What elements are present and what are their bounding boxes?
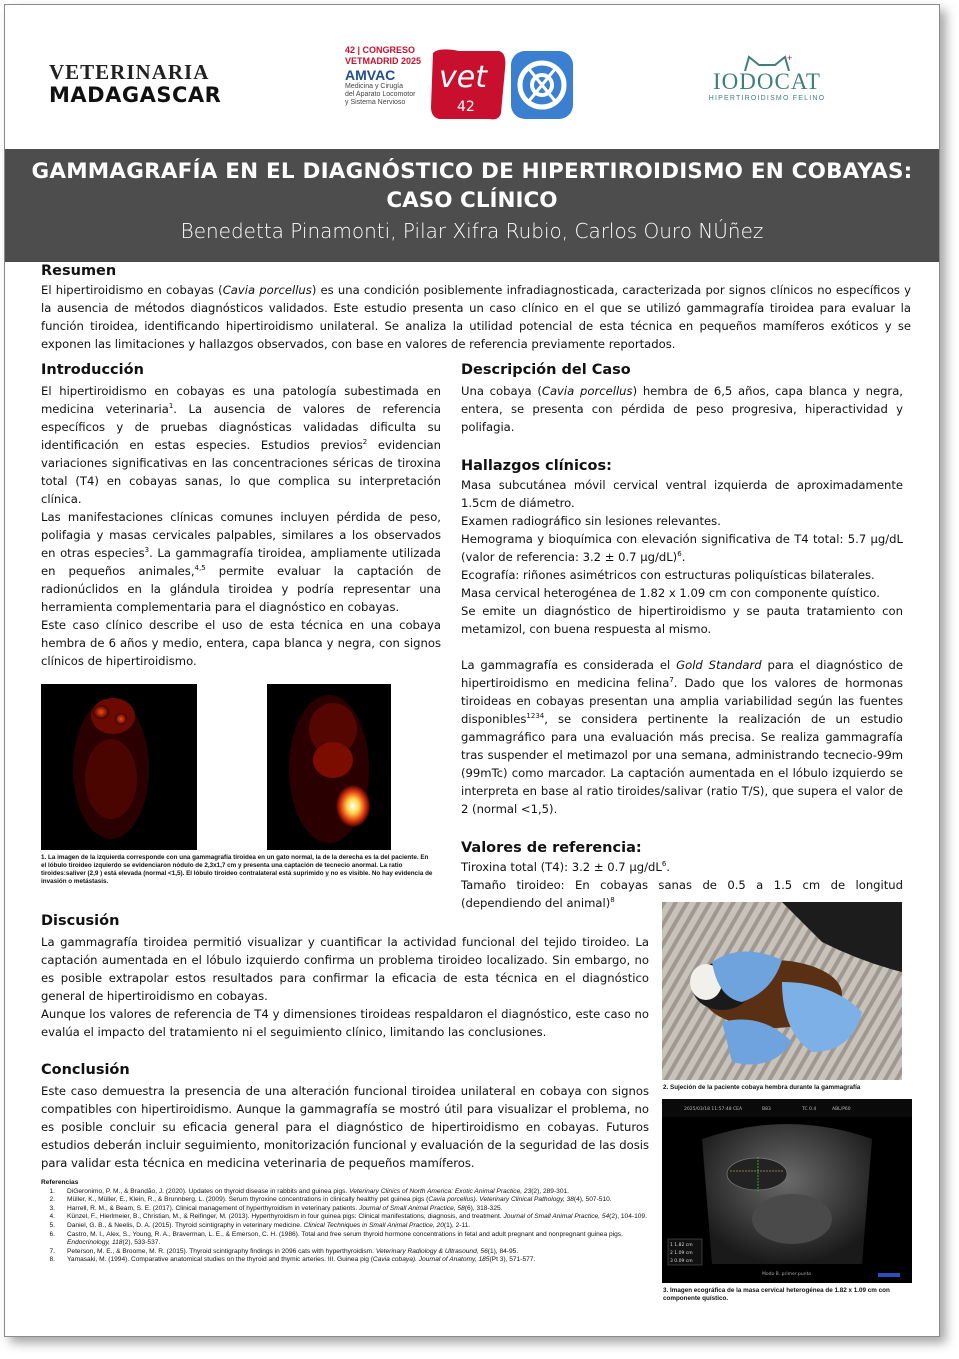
valores-heading: Valores de referencia: xyxy=(461,840,642,856)
congress-line4: Medicina y Cirugía xyxy=(345,83,403,90)
discusion-heading: Discusión xyxy=(41,913,120,929)
hallazgos-line3: Hemograma y bioquímica con elevación significativa de T4 total: 5.7 µg/dL (valor de referencia: 3.2 ± 0.7 µg/dL)$^6$. xyxy=(461,532,903,564)
discusion-paragraph-1: La gammagrafía tiroidea permitió visualizar y cuantificar la actividad funcional del tejido tiroideo. La captación aumentada en el lóbulo izquierdo confirma un problema tiroideo localizado. Sin embargo, no es posible extrapolar estos resultados para confirmar la eficacia de esta técnica en el diagnóstico general de hipertiroidismo en cobayas. xyxy=(41,935,649,1003)
reference-text: Künzel, F., Hierlmeier, B., Christian, M., & Reifinger, M. (2013). Hyperthyroidism in four guinea pigs: Clinical manifestations, diagnosis, and treatment. Journal of Small Animal Practice, 54(2), 104-109. xyxy=(67,1213,647,1221)
reference-item xyxy=(41,1205,649,1214)
poster xyxy=(4,4,940,1337)
us-overlay-top3: TC 0.4 xyxy=(802,1107,817,1112)
ultrasound-image xyxy=(662,1099,912,1283)
hallazgos-line1: Masa subcutánea móvil cervical ventral izquierda de aproximadamente 1.5cm de diámetro. xyxy=(461,478,903,510)
reference-number: 7. xyxy=(49,1247,55,1255)
title-line1: GAMMAGRAFÍA EN EL DIAGNÓSTICO DE HIPERTIROIDISMO EN COBAYAS: xyxy=(31,159,913,184)
reference-text: Peterson, M. E., & Broome, M. R. (2015). Thyroid scintigraphy findings in 2096 cats with hyperthyroidism. Veterinary Radiology & Ultrasound, 56(1), 84-95. xyxy=(67,1247,519,1255)
reference-text: Daniel, G. B., & Neelis, D. A. (2015). Thyroid scintigraphy in veterinary medicine. Clinical Techniques in Small Animal Practice, 20(1), 2-11. xyxy=(67,1221,471,1229)
us-measure-1: 1 1.82 cm xyxy=(670,1243,693,1248)
reference-number: 1. xyxy=(49,1187,55,1195)
reference-item xyxy=(41,1196,649,1205)
introduccion-section xyxy=(41,362,441,670)
title-line2: CASO CLÍNICO xyxy=(386,188,558,213)
reference-text: Castro, M. I., Alex, S., Young, R. A., Braverman, L. E., & Emerson, C. H. (1986). Total and free serum thyroid hormone concentrations in fetal and adult pregnant and nonpregnant guinea pigs. Endocrinology, 118(2), 533-537. xyxy=(67,1230,623,1247)
congress-line3: AMVAC xyxy=(345,67,396,83)
us-measure-2: 2 1.09 cm xyxy=(670,1251,693,1256)
congress-line5: del Aparato Locomotor xyxy=(345,91,416,98)
us-overlay-top2: B83 xyxy=(762,1107,771,1112)
veterinaria-madagascar-logo xyxy=(49,60,239,110)
us-footer: Modo B. primer punto xyxy=(762,1272,812,1277)
reference-item xyxy=(41,1222,649,1231)
hallazgos-section xyxy=(461,458,903,818)
reference-number: 8. xyxy=(49,1256,55,1264)
conclusion-section xyxy=(41,1062,649,1172)
hallazgos-heading: Hallazgos clínicos: xyxy=(461,458,612,474)
title-banner xyxy=(5,149,939,262)
vet42-badge-icon xyxy=(429,47,579,121)
reference-item xyxy=(41,1231,649,1248)
resumen-text: El hipertiroidismo en cobayas (Cavia porcellus) es una condición posiblemente infradiagnosticada, caracterizada por signos clínicos no específicos y la ausencia de métodos diagnósticos validados. Este estudio presenta un caso clínico en el que se utilizó gammagrafía tiroidea para evaluar la función tiroidea, identificando hipertiroidismo unilateral. Se analiza la utilidad potencial de esta técnica en pequeños mamíferos exóticos y se exponen las limitaciones y hallazgos observados, con base en valores de referencia previamente reportados. xyxy=(41,283,911,351)
congress-line2: VETMADRID 2025 xyxy=(345,56,422,66)
reference-text: Yamasaki, M. (1994). Comparative anatomical studies on the thyroid and thymic arteries. III. Guinea pig (Cavia cobaya). Journal of Anatomy, 185(Pt 3), 571-577. xyxy=(67,1256,536,1264)
scintigraphy-normal-cat-image xyxy=(41,684,197,850)
intro-paragraph-2: Las manifestaciones clínicas comunes incluyen pérdida de peso, polifagia y masas cervicales palpables, similares a los observados en otras especies$^3$. La gammagrafía tiroidea, ampliamente utilizada en pequeños animales,$^{4,5}$ permite evaluar la captación de radionúclidos en la glándula tiroidea y podría representar una herramienta complementaria para el diagnóstico en cobayas. xyxy=(41,510,441,614)
reference-number: 3. xyxy=(49,1204,55,1212)
resumen-heading: Resumen xyxy=(41,263,117,279)
gammagrafia-paragraph: La gammagrafía es considerada el Gold Standard para el diagnóstico de hipertiroidismo en medicina felina$^7$. Dado que los valores de hormonas tiroideas en cobayas presentan una amplia variabilidad según las fuentes disponibles$^{1234}$, se considera pertinente la realización de un estudio gammagráfico para una evaluación más precisa. Se realiza gammagrafía tras suspender el metimazol por una semana, administrando tecnecio-99m (99mTc) como marcador. La captación aumentada en el lóbulo izquierdo se interpreta en base al ratio tiroides/salivar (ratio T/S), que supera el valor de 2 (normal <1,5). xyxy=(461,658,904,816)
logo-left-line1: VETERINARIA xyxy=(49,60,210,84)
valores-line2: Tamaño tiroideo: En cobayas sanas de 0.5 a 1.5 cm de longitud (dependiendo del animal)$^8$ xyxy=(461,878,903,910)
figure1-caption: 1. La imagen de la izquierda corresponde con una gammagrafía tiroidea en un gato normal, la de la derecha es la del paciente. En el lóbulo tiroideo izquierdo se evidenciaron nódulo de 2,3x1,7 cm y presenta una captación de tecnecio anormal. La ratio tiroides:saliver (2,9 ) está elevada (normal <1,5). El lóbulo tiroideo contralateral está suprimido y no es visible. No hay evidencia de invasión o metástasis. xyxy=(41,854,433,885)
hallazgos-line5: Masa cervical heterogénea de 1.82 x 1.09 cm con componente quístico. xyxy=(461,586,880,600)
hallazgos-line4: Ecografía: riñones asimétricos con estructuras poliquísticas bilaterales. xyxy=(461,568,875,582)
guinea-pig-restraint-photo xyxy=(662,902,902,1080)
congress-line6: y Sistema Nervioso xyxy=(345,99,406,106)
figure2-caption: 2. Sujeción de la paciente cobaya hembra durante la gammagrafía xyxy=(663,1084,861,1091)
descripcion-section xyxy=(461,362,903,436)
logo-right-line2: HIPERTIROIDISMO FELINO xyxy=(708,95,826,102)
reference-number: 4. xyxy=(49,1213,55,1221)
referencias-heading: Referencias xyxy=(41,1179,79,1186)
reference-item xyxy=(41,1213,649,1222)
congress-line1: 42 | CONGRESO xyxy=(345,45,416,55)
us-overlay-top4: ABL/P60 xyxy=(832,1107,851,1112)
discusion-section xyxy=(41,913,649,1041)
reference-number: 2. xyxy=(49,1196,55,1204)
conclusion-heading: Conclusión xyxy=(41,1062,130,1078)
congress-logo xyxy=(345,45,580,125)
reference-item xyxy=(41,1188,649,1197)
reference-text: Harrell, R. M., & Beam, S. E. (2017). Clinical management of hyperthyroidism in veterinary patients. Journal of Small Animal Practice, 58(6), 318-325. xyxy=(67,1204,503,1212)
introduccion-heading: Introducción xyxy=(41,362,144,378)
reference-number: 6. xyxy=(49,1230,55,1238)
referencias-section xyxy=(41,1179,649,1265)
valores-line1: Tiroxina total (T4): 3.2 ± 0.7 $\mu g/dL^6$. xyxy=(461,860,670,874)
iodocat-logo xyxy=(702,53,832,103)
scintigraphy-patient-image xyxy=(267,684,391,850)
resumen-section xyxy=(41,263,911,353)
authors: Benedetta Pinamonti, Pilar Xifra Rubio, Carlos Ouro NÚñez xyxy=(180,219,764,243)
hallazgos-line2: Examen radiográfico sin lesiones relevantes. xyxy=(461,514,721,528)
reference-item xyxy=(41,1256,649,1265)
vet-badge-text: vet xyxy=(439,60,487,95)
discusion-paragraph-2: Aunque los valores de referencia de T4 y dimensiones tiroideas respaldaron el diagnóstico, este caso no evalúa el impacto del tratamiento ni el seguimiento clínico, limitando las conclusiones. xyxy=(41,1007,649,1039)
hallazgos-line6: Se emite un diagnóstico de hipertiroidismo y se pauta tratamiento con metamizol, con buena respuesta al mismo. xyxy=(461,604,903,636)
descripcion-heading: Descripción del Caso xyxy=(461,362,631,378)
reference-item xyxy=(41,1248,649,1257)
us-measure-3: 3 0.09 cm xyxy=(670,1259,693,1264)
conclusion-paragraph: Este caso demuestra la presencia de una alteración funcional tiroidea unilateral en cobaya con signos compatibles con hipertiroidismo. Aunque la gammagrafía se mostró útil para visualizar el problema, no es posible concluir su eficacia general para el diagnóstico de hipertiroidismo en cobayas. Futuros estudios deberán incluir seguimiento, monitorización funcional y evaluación de la seguridad de las dosis para validar esta técnica en medicina veterinaria de pequeños mamíferos. xyxy=(41,1084,649,1170)
descripcion-text: Una cobaya (Cavia porcellus) hembra de 6,5 años, capa blanca y negra, entera, se presenta con pérdida de peso progresiva, hiperactividad y polifagia. xyxy=(461,384,903,434)
reference-text: DiGeronimo, P. M., & Brandão, J. (2020). Updates on thyroid disease in rabbits and guinea pigs. Veterinary Clinics of North America: Exotic Animal Practice, 23(2), 289-301. xyxy=(67,1187,569,1195)
us-overlay-top1: 2025/03/18 11:57:48 CEA xyxy=(684,1107,743,1112)
svg-text:+: + xyxy=(787,53,793,63)
logo-right-line1: IODOCAT xyxy=(713,69,821,94)
referencias-list xyxy=(41,1188,649,1265)
reference-number: 5. xyxy=(49,1221,55,1229)
intro-paragraph-1: El hipertiroidismo en cobayas es una patología subestimada en medicina veterinaria$^1$. La ausencia de valores de referencia específicos y de pruebas diagnósticas validadas dificulta su identificación en estas especies. Estudios previos$^2$ evidencian variaciones significativas en las concentraciones séricas de tiroxina total (T4) en cobayas sanas, lo que complica su interpretación clínica. xyxy=(41,384,441,506)
reference-text: Müller, K., Müller, E., Klein, R., & Brunnberg, L. (2009). Serum thyroxine concentrations in clinically healthy pet guinea pigs (Cavia porcellus). Veterinary Clinical Pathology, 38(4), 507-510. xyxy=(67,1196,612,1204)
intro-paragraph-3: Este caso clínico describe el uso de esta técnica en una cobaya hembra de 6 años y medio, entera, capa blanca y negra, con signos clínicos de hipertiroidismo. xyxy=(41,618,441,668)
figure3-caption: 3. Imagen ecográfica de la masa cervical heterogénea de 1.82 x 1.09 cm con componente quístico. xyxy=(663,1287,890,1302)
logo-left-line2: MADAGASCAR xyxy=(49,83,222,107)
vet-badge-number: 42 xyxy=(457,99,475,115)
